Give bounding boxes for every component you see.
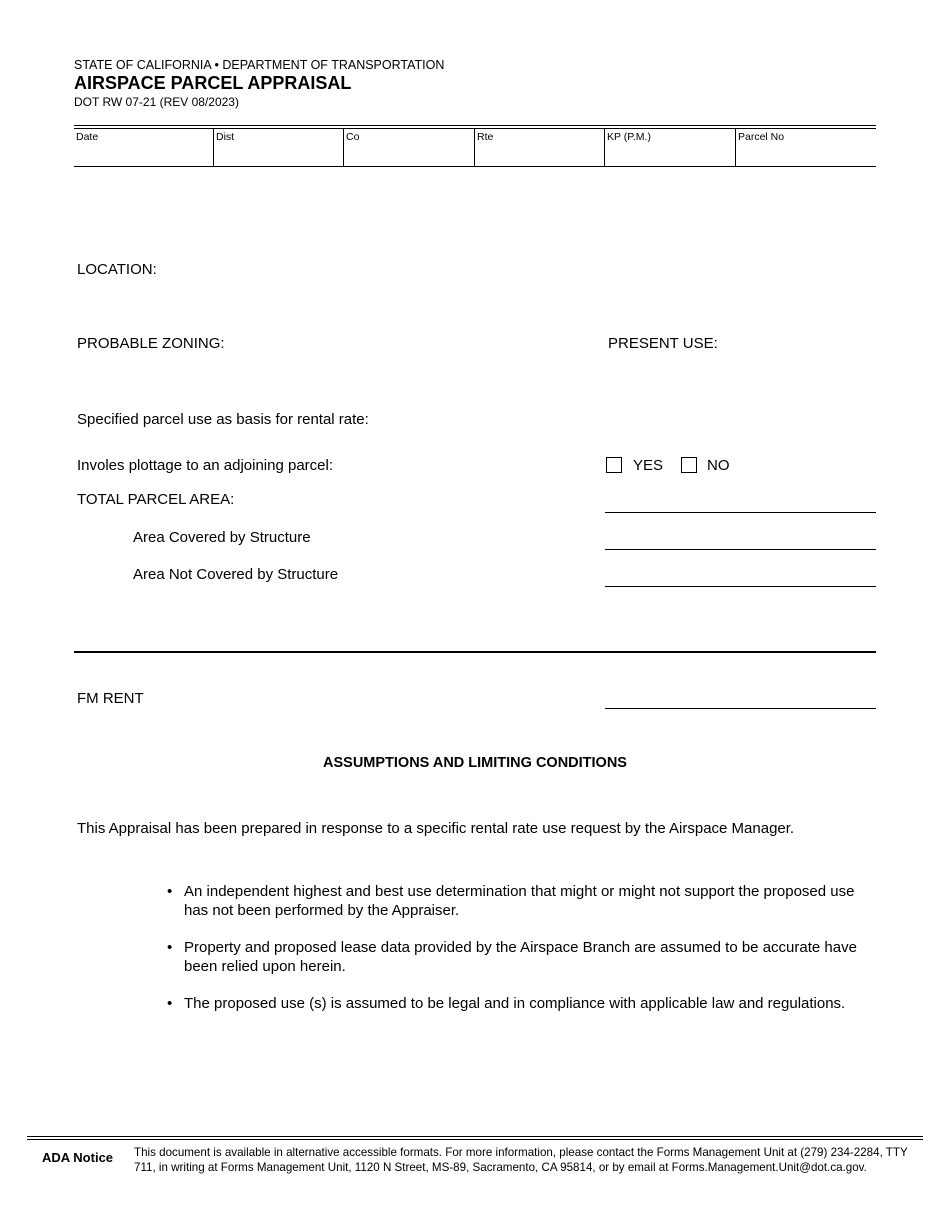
parcel-no-input[interactable] — [738, 144, 874, 164]
dist-label: Dist — [216, 131, 235, 143]
list-item — [167, 994, 867, 1013]
list-item-text: The proposed use (s) is assumed to be legal and in compliance with applicable law and regulations. — [184, 995, 846, 1012]
fm-rent-input[interactable] — [605, 688, 876, 709]
present-use-label: PRESENT USE: — [608, 335, 718, 352]
county-cell — [344, 129, 475, 166]
form-number: DOT RW 07-21 (REV 08/2023) — [74, 95, 239, 109]
probable-zoning-input[interactable] — [235, 332, 595, 352]
no-checkbox[interactable] — [681, 457, 697, 473]
dist-input[interactable] — [216, 144, 341, 164]
footer-divider-bottom — [27, 1139, 923, 1140]
route-cell — [475, 129, 605, 166]
fm-rent-label: FM RENT — [77, 690, 144, 707]
agency-name: STATE OF CALIFORNIA • DEPARTMENT OF TRANSPORTATION — [74, 58, 445, 72]
ada-notice-label: ADA Notice — [42, 1150, 114, 1165]
date-label: Date — [76, 131, 99, 143]
yes-label: YES — [633, 457, 664, 474]
section-divider — [74, 651, 876, 653]
parcel-no-label: Parcel No — [738, 131, 785, 143]
area-not-covered-input[interactable] — [605, 566, 876, 587]
route-input[interactable] — [477, 144, 602, 164]
kp-label: KP (P.M.) — [607, 131, 651, 143]
bullet-icon: • — [167, 883, 173, 900]
location-input[interactable] — [165, 258, 875, 278]
specified-use-input[interactable] — [385, 408, 875, 428]
county-input[interactable] — [346, 144, 472, 164]
route-label: Rte — [477, 131, 494, 143]
bullet-icon: • — [167, 995, 173, 1012]
list-item — [167, 938, 867, 976]
list-item — [167, 882, 867, 920]
county-label: Co — [346, 131, 360, 143]
total-area-input[interactable] — [605, 492, 876, 513]
header-divider — [74, 125, 876, 126]
area-covered-input[interactable] — [605, 529, 876, 550]
yes-checkbox[interactable] — [606, 457, 622, 473]
kp-input[interactable] — [607, 144, 733, 164]
assumptions-list — [167, 882, 867, 1031]
list-item-text: Property and proposed lease data provided by the Airspace Branch are assumed to be accurate have been relied upon herein. — [184, 939, 857, 975]
parcel-id-table — [74, 128, 876, 167]
area-covered-label: Area Covered by Structure — [133, 529, 311, 546]
location-label: LOCATION: — [77, 261, 157, 278]
total-area-label: TOTAL PARCEL AREA: — [77, 491, 235, 508]
specified-use-label: Specified parcel use as basis for rental rate: — [77, 411, 369, 428]
present-use-input[interactable] — [726, 332, 876, 352]
date-input[interactable] — [76, 144, 211, 164]
assumptions-title: ASSUMPTIONS AND LIMITING CONDITIONS — [323, 755, 627, 771]
probable-zoning-label: PROBABLE ZONING: — [77, 335, 225, 352]
plottage-label: Involes plottage to an adjoining parcel: — [77, 457, 334, 474]
date-cell — [74, 129, 214, 166]
assumptions-intro: This Appraisal has been prepared in response to a specific rental rate use request by the Airspace Manager. — [77, 820, 795, 837]
footer-divider-top — [27, 1136, 923, 1137]
kp-cell — [605, 129, 736, 166]
ada-notice-text: This document is available in alternative accessible formats. For more information, please contact the Forms Management Unit at (279) 234-2284, TTY 711, in writing at Forms Management Unit, 1120 N Street, MS-89, Sacramento, CA 95814, or by email at Forms.Management.Unit@dot.ca.gov. — [134, 1146, 908, 1174]
area-not-covered-label: Area Not Covered by Structure — [133, 566, 339, 583]
parcel-no-cell — [736, 129, 876, 166]
form-title: AIRSPACE PARCEL APPRAISAL — [74, 73, 352, 93]
dist-cell — [214, 129, 344, 166]
bullet-icon: • — [167, 939, 173, 956]
no-label: NO — [707, 457, 730, 474]
list-item-text: An independent highest and best use determination that might or might not support the proposed use has not been performed by the Appraiser. — [184, 883, 855, 919]
